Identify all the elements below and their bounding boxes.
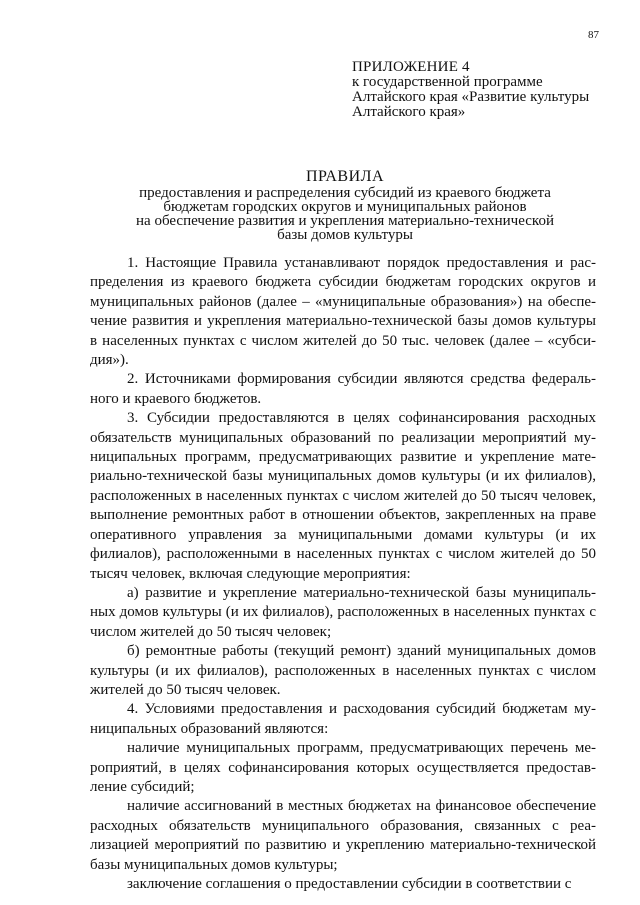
paragraph: а) развитие и укрепление материально-технической базы муниципальных домов культуры (и их филиалов), расположенных в населенных пунктах с числом жителей до 50 тысяч человек; [90, 584, 596, 640]
appendix-header [352, 60, 622, 120]
appendix-line: Алтайского края «Развитие культуры [352, 89, 590, 105]
rules-subtitle-line: бюджетам городских округов и муниципальных районов [163, 199, 527, 215]
rules-title: ПРАВИЛА [305, 168, 385, 185]
rules-heading [90, 169, 600, 242]
paragraph: заключение соглашения о предоставлении субсидии в соответствии с [127, 876, 572, 892]
rules-body [90, 254, 596, 894]
appendix-line: к государственной программе [352, 74, 543, 90]
appendix-line: Алтайского края» [352, 104, 466, 120]
page-number: 87 [588, 29, 599, 41]
rules-subtitle-line: базы домов культуры [277, 227, 413, 243]
paragraph: 3. Субсидии предоставляются в целях софинансирования расходных обязательств муниципальных образований по реализации мероприятий муниципальных программ, предусматривающих развитие и укрепление материально-технической базы муниципальных домов культуры (и их филиалов), расположенных в населенных пунктах с числом жителей до 50 тысяч человек, выполнение ремонтных работ в отношении объектов, закрепленных на праве оперативного управления за муниципальными домами культуры (и их филиалов), расположенными в населенных пунктах с числом жителей до 50 тысяч человек, включая следующие мероприятия: [90, 410, 596, 582]
paragraph: наличие муниципальных программ, предусматривающих перечень мероприятий, в целях софинансирования которых осуществляется предоставление субсидий; [90, 740, 596, 795]
paragraph: 1. Настоящие Правила устанавливают порядок предоставления и распределения из краевого бюджета субсидии бюджетам городских округов и муниципальных районов (далее – «муниципальные образования») на обеспечение развития и укрепления материально-технической базы домов культуры в населенных пунктах с числом жителей до 50 тыс. человек (далее – «субсидия»). [90, 255, 596, 369]
appendix-title: ПРИЛОЖЕНИЕ 4 [352, 59, 470, 75]
rules-subtitle-line: на обеспечение развития и укрепления материально-технической [136, 213, 554, 229]
paragraph: б) ремонтные работы (текущий ремонт) зданий муниципальных домов культуры (и их филиалов), расположенных в населенных пунктах с числом жителей до 50 тысяч человек. [90, 643, 596, 698]
rules-subtitle-line: предоставления и распределения субсидий из краевого бюджета [139, 185, 551, 201]
paragraph: 2. Источниками формирования субсидии являются средства федерального и краевого бюджетов. [90, 371, 596, 407]
paragraph: наличие ассигнований в местных бюджетах на финансовое обеспечение расходных обязательств муниципального образования, связанных с реализацией мероприятий по развитию и укреплению материально-технической базы муниципальных домов культуры; [90, 798, 596, 873]
paragraph: 4. Условиями предоставления и расходования субсидий бюджетам муниципальных образований являются: [90, 701, 596, 737]
